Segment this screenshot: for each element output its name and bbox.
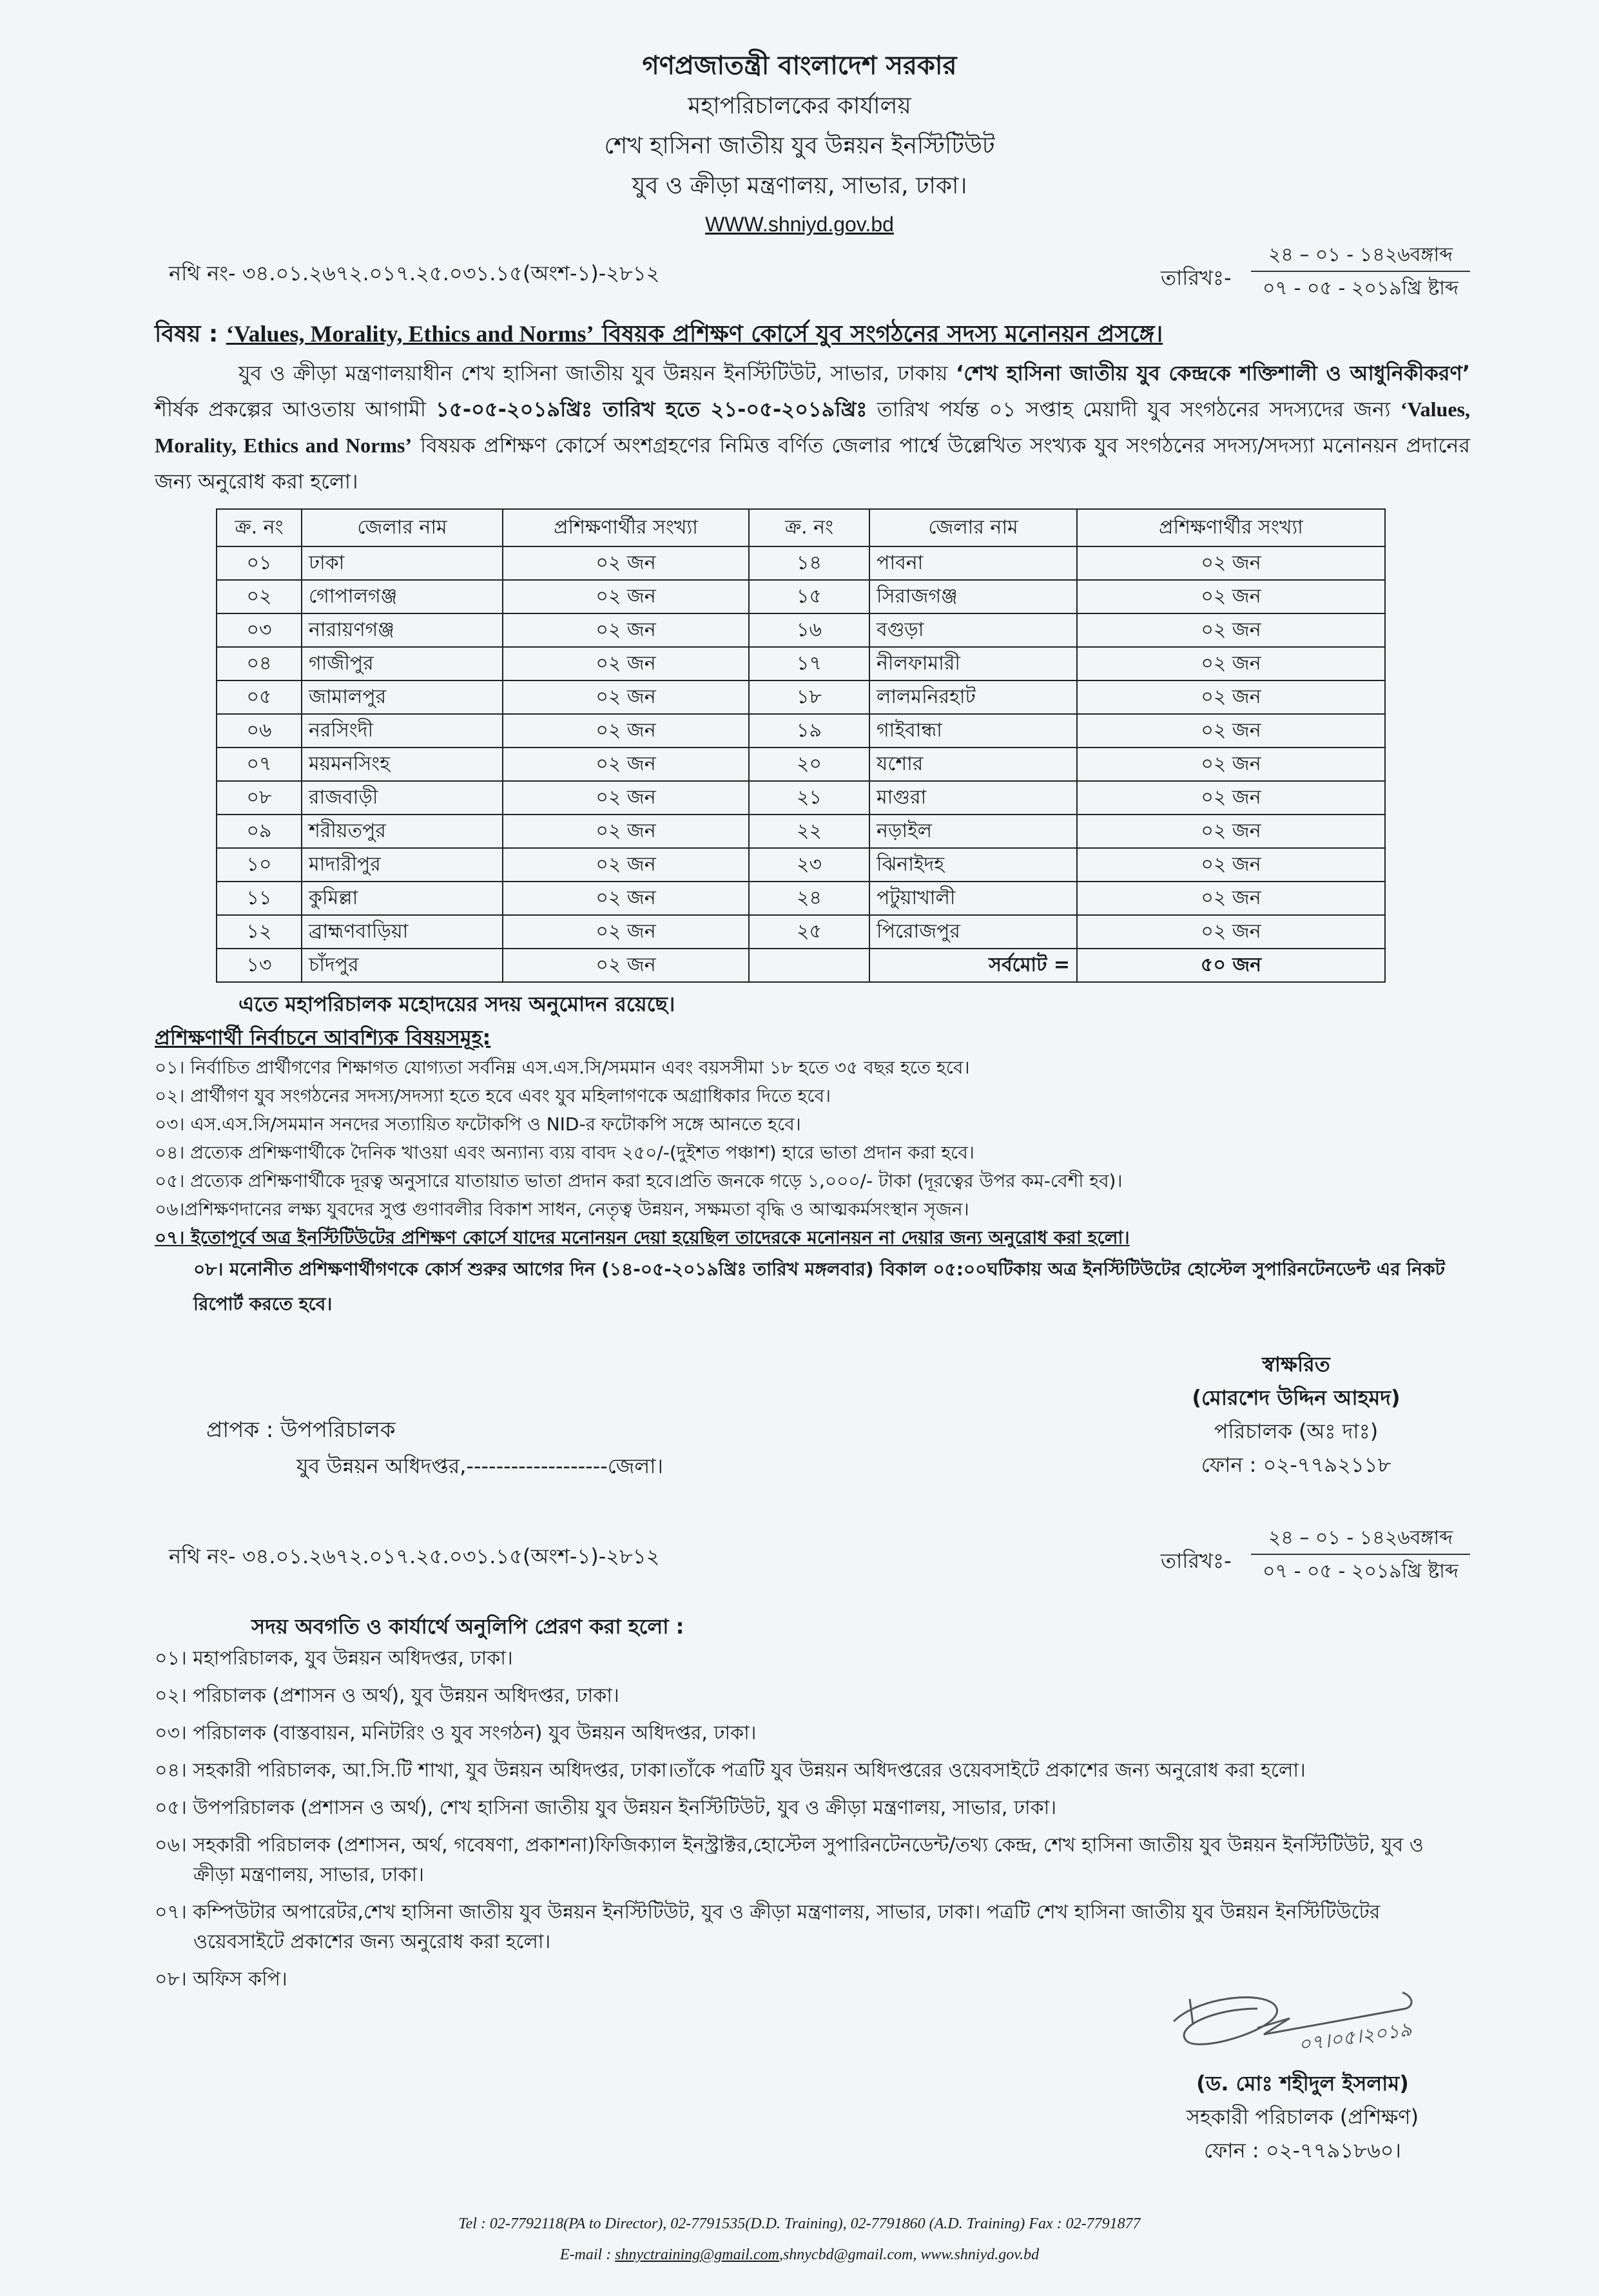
count-cell: ০২ জন: [1077, 748, 1385, 781]
district-cell: ব্রাহ্মণবাড়িয়া: [302, 915, 503, 949]
serial-cell: ২০: [749, 748, 869, 781]
body-text-2: শীর্ষক প্রকল্পের আওতায় আগামী: [155, 397, 436, 421]
count-cell: ০২ জন: [503, 915, 749, 949]
serial-cell: ১১: [217, 882, 302, 915]
copy-item: ০৮। অফিস কপি।: [155, 1968, 287, 1991]
total-value: ৫০ জন: [1077, 949, 1385, 982]
requirements-list: [155, 1054, 1470, 1322]
website-link[interactable]: WWW.shniyd.gov.bd: [705, 213, 894, 236]
count-cell: ০২ জন: [503, 815, 749, 848]
memo-row: [155, 242, 1470, 307]
serial-cell: ০৩: [217, 613, 302, 647]
count-cell: ০২ জন: [503, 613, 749, 647]
count-cell: ০২ জন: [503, 580, 749, 613]
memo-number-copy: নথি নং- ৩৪.০১.২৬৭২.০১৭.২৫.০৩১.১৫(অংশ-১)-২৮১২: [169, 1544, 660, 1568]
serial-cell: ০৫: [217, 680, 302, 714]
district-cell: পাবনা: [869, 546, 1077, 580]
district-cell: কুমিল্লা: [302, 882, 503, 915]
table-header-row: [217, 509, 1385, 546]
total-label: সর্বমোট =: [869, 949, 1077, 982]
ministry-address: যুব ও ক্রীড়া মন্ত্রণালয়, সাভার, ঢাকা।: [632, 173, 967, 199]
copies-list: [155, 1644, 1470, 1994]
col-header-serial: ক্র. নং: [749, 509, 869, 546]
table-row: [217, 815, 1385, 848]
signed-label: স্বাক্ষরিত: [1262, 1352, 1330, 1376]
copies-heading: সদয় অবগতি ও কার্যার্থে অনুলিপি প্রেরণ করা হলো :: [251, 1614, 684, 1639]
district-cell: নীলফামারী: [869, 647, 1077, 680]
serial-cell: ০৭: [217, 748, 302, 781]
requirement-item: ০৫। প্রত্যেক প্রশিক্ষণার্থীকে দূরত্ব অনুসারে যাতায়াত ভাতা প্রদান করা হবে।প্রতি জনকে গড়ে ১,০০০/- টাকা (দূরত্বের উপর কম-বেশী হব)।: [155, 1170, 1123, 1191]
copy-item: ০২। পরিচালক (প্রশাসন ও অর্থ), যুব উন্নয়ন অধিদপ্তর, ঢাকা।: [155, 1684, 619, 1707]
col-header-district: জেলার নাম: [869, 509, 1077, 546]
date-gregorian: ০৭ - ০৫ - ২০১৯খ্রি ষ্টাব্দ: [1263, 277, 1458, 300]
district-cell: পিরোজপুর: [869, 915, 1077, 949]
count-cell: ০২ জন: [1077, 546, 1385, 580]
district-cell: ঝিনাইদহ: [869, 848, 1077, 882]
serial-cell: ১৭: [749, 647, 869, 680]
empty-cell: [749, 949, 869, 982]
district-cell: গাজীপুর: [302, 647, 503, 680]
signatory-designation: সহকারী পরিচালক (প্রশিক্ষণ): [1186, 2105, 1419, 2129]
serial-cell: ১৬: [749, 613, 869, 647]
serial-cell: ১৫: [749, 580, 869, 613]
memo-number: নথি নং- ৩৪.০১.২৬৭২.০১৭.২৫.০৩১.১৫(অংশ-১)-২৮১২: [169, 261, 660, 285]
project-name: ‘শেখ হাসিনা জাতীয় যুব কেন্দ্রকে শক্তিশালী ও আধুনিকীকরণ’: [956, 361, 1470, 385]
district-cell: ঢাকা: [302, 546, 503, 580]
recipient-office: যুব উন্নয়ন অধিদপ্তর,-------------------জেলা।: [296, 1454, 663, 1478]
signatory-name: (ড. মোঃ শহীদুল ইসলাম): [1196, 2071, 1409, 2096]
footer-email: [0, 2239, 1599, 2270]
date-bangla: ২৪ – ০১ - ১৪২৬বঙ্গাব্দ: [1251, 242, 1470, 272]
table-row: [217, 680, 1385, 714]
serial-cell: ০৮: [217, 781, 302, 815]
district-cell: রাজবাড়ী: [302, 781, 503, 815]
requirement-item: ০৩। এস.এস.সি/সমমান সনদের সত্যায়িত ফটোকপি ও NID-র ফটোকপি সঙ্গে আনতে হবে।: [155, 1114, 801, 1135]
table-row: [217, 647, 1385, 680]
email-rest: ,shnycbd@gmail.com, www.shniyd.gov.bd: [779, 2246, 1040, 2263]
date-label: তারিখঃ-: [1161, 1548, 1232, 1573]
signatory-designation: পরিচালক (অঃ দাঃ): [1214, 1419, 1379, 1443]
table-row: [217, 748, 1385, 781]
copy-item: ০৩। পরিচালক (বাস্তবায়ন, মনিটরিং ও যুব সংগঠন) যুব উন্নয়ন অধিদপ্তর, ঢাকা।: [155, 1722, 757, 1744]
count-cell: ০২ জন: [503, 848, 749, 882]
handwritten-date: ০৭।০৫।২০১৯: [1296, 2018, 1413, 2057]
count-cell: ০২ জন: [1077, 580, 1385, 613]
district-cell: বগুড়া: [869, 613, 1077, 647]
count-cell: ০২ জন: [503, 882, 749, 915]
serial-cell: ২৫: [749, 915, 869, 949]
subject-text: বিষয়ক প্রশিক্ষণ কোর্সে যুব সংগঠনের সদস্য মনোনয়ন প্রসঙ্গে।: [594, 321, 1163, 347]
email-link[interactable]: shnyctraining@gmail.com: [615, 2246, 779, 2263]
institute-name: শেখ হাসিনা জাতীয় যুব উন্নয়ন ইনস্টিটিউট: [604, 133, 995, 159]
col-header-district: জেলার নাম: [302, 509, 503, 546]
copy-item: ০৬। সহকারী পরিচালক (প্রশাসন, অর্থ, গবেষণা, প্রকাশনা)ফিজিক্যাল ইনস্ট্রাক্টর,হোস্টেল সুপারিনটেনডেন্ট/তথ্য কেন্দ্র, শেখ হাসিনা জাতীয় যুব উন্নয়ন ইনস্টিটিউট, যুব ও ক্রীড়া মন্ত্রণালয়, সাভার, ঢাকা।: [155, 1834, 1424, 1886]
district-cell: গোপালগঞ্জ: [302, 580, 503, 613]
district-cell: শরীয়তপুর: [302, 815, 503, 848]
signatory-block-assistant-director: [1135, 2067, 1470, 2167]
count-cell: ০২ জন: [503, 546, 749, 580]
requirement-item: ০৮। মনোনীত প্রশিক্ষণার্থীগণকে কোর্স শুরুর আগের দিন (১৪-০৫-২০১৯খ্রিঃ তারিখ মঙ্গলবার) বিকাল ০৫:০০ঘটিকায় অত্র ইনস্টিটিউটের হোস্টেল সুপারিনটেনডেন্ট এর নিকট রিপোর্ট করতে হবে।: [193, 1259, 1445, 1315]
table-row-total: [217, 949, 1385, 982]
col-header-serial: ক্র. নং: [217, 509, 302, 546]
serial-cell: ২২: [749, 815, 869, 848]
district-cell: লালমনিরহাট: [869, 680, 1077, 714]
serial-cell: ১৮: [749, 680, 869, 714]
district-cell: নারায়ণগঞ্জ: [302, 613, 503, 647]
requirement-item: ০২। প্রার্থীগণ যুব সংগঠনের সদস্য/সদস্যা হতে হবে এবং যুব মহিলাগণকে অগ্রাধিকার দিতে হবে।: [155, 1085, 831, 1106]
footer-contact: Tel : 02-7792118(PA to Director), 02-7791535(D.D. Training), 02-7791860 (A.D. Training) Fax : 02-7791877: [458, 2215, 1141, 2232]
requirement-item: ০৪। প্রত্যেক প্রশিক্ষণার্থীকে দৈনিক খাওয়া এবং অন্যান্য ব্যয় বাবদ ২৫০/-(দুইশত পঞ্চাশ) হারে ভাতা প্রদান করা হবে।: [155, 1142, 974, 1163]
serial-cell: ০৪: [217, 647, 302, 680]
district-cell: সিরাজগঞ্জ: [869, 580, 1077, 613]
count-cell: ০২ জন: [503, 714, 749, 748]
memo-date-copy: [1161, 1525, 1470, 1590]
district-cell: ময়মনসিংহ: [302, 748, 503, 781]
signatory-block-director: [1122, 1347, 1470, 1481]
district-cell: মাগুরা: [869, 781, 1077, 815]
requirement-item: ০১। নির্বাচিত প্রার্থীগণের শিক্ষাগত যোগ্যতা সর্বনিম্ন এস.এস.সি/সমমান এবং বয়সসীমা ১৮ হতে ৩৫ বছর হতে হবে।: [155, 1057, 970, 1078]
count-cell: ০২ জন: [503, 781, 749, 815]
serial-cell: ১৪: [749, 546, 869, 580]
count-cell: ০২ জন: [1077, 882, 1385, 915]
date-label: তারিখঃ-: [1161, 265, 1232, 290]
table-row: [217, 915, 1385, 949]
body-paragraph: [155, 355, 1470, 499]
memo-date: [1161, 242, 1470, 307]
district-cell: পটুয়াখালী: [869, 882, 1077, 915]
count-cell: ০২ জন: [1077, 714, 1385, 748]
signature-and-recipient: [155, 1347, 1470, 1515]
table-row: [217, 714, 1385, 748]
district-cell: চাঁদপুর: [302, 949, 503, 982]
footer: [0, 2208, 1599, 2270]
table-row: [217, 781, 1385, 815]
district-cell: জামালপুর: [302, 680, 503, 714]
copy-item: ০৭। কম্পিউটার অপারেটর,শেখ হাসিনা জাতীয় যুব উন্নয়ন ইনস্টিটিউট, যুব ও ক্রীড়া মন্ত্রণালয়, সাভার, ঢাকা। পত্রটি শেখ হাসিনা জাতীয় যুব উন্নয়ন ইনস্টিটিউটের ওয়েবসাইটে প্রকাশের জন্য অনুরোধ করা হলো।: [155, 1901, 1381, 1953]
count-cell: ০২ জন: [1077, 915, 1385, 949]
serial-cell: ২১: [749, 781, 869, 815]
count-cell: ০২ জন: [503, 647, 749, 680]
signatory-phone: ফোন : ০২-৭৭৯২১১৮: [1201, 1452, 1391, 1477]
office-title: মহাপরিচালকের কার্যালয়: [688, 93, 911, 119]
serial-cell: ১৯: [749, 714, 869, 748]
count-cell: ০২ জন: [1077, 848, 1385, 882]
table-row: [217, 546, 1385, 580]
district-cell: যশোর: [869, 748, 1077, 781]
district-cell: মাদারীপুর: [302, 848, 503, 882]
serial-cell: ০২: [217, 580, 302, 613]
count-cell: ০২ জন: [503, 949, 749, 982]
subject-label: বিষয় :: [155, 321, 226, 347]
serial-cell: ১৩: [217, 949, 302, 982]
serial-cell: ১০: [217, 848, 302, 882]
course-dates: ১৫-০৫-২০১৯খ্রিঃ তারিখ হতে ২১-০৫-২০১৯খ্রিঃ: [436, 397, 867, 421]
district-cell: নড়াইল: [869, 815, 1077, 848]
approval-note: এতে মহাপরিচালক মহোদয়ের সদয় অনুমোদন রয়েছে।: [238, 992, 675, 1016]
serial-cell: ২৩: [749, 848, 869, 882]
recipient-label: প্রাপক : উপপরিচালক: [206, 1417, 396, 1443]
count-cell: ০২ জন: [1077, 781, 1385, 815]
count-cell: ০২ জন: [1077, 613, 1385, 647]
count-cell: ০২ জন: [1077, 815, 1385, 848]
requirement-item: ০৬।প্রশিক্ষণদানের লক্ষ্য যুবদের সুপ্ত গুণাবলীর বিকাশ সাধন, নেতৃত্ব উন্নয়ন, সক্ষমতা বৃদ্ধি ও আত্মকর্মসংস্থান সৃজন।: [155, 1199, 969, 1220]
email-label: E-mail :: [559, 2246, 615, 2263]
date-bangla: ২৪ – ০১ - ১৪২৬বঙ্গাব্দ: [1251, 1525, 1470, 1555]
count-cell: ০২ জন: [503, 748, 749, 781]
body-course-name: ‘Values, Morality, Ethics and Norms’: [155, 398, 1470, 457]
body-text-1: যুব ও ক্রীড়া মন্ত্রণালয়াধীন শেখ হাসিনা জাতীয় যুব উন্নয়ন ইনস্টিটিউট, সাভার, ঢাকায়: [238, 361, 956, 385]
district-quota-table: [216, 508, 1386, 983]
date-gregorian: ০৭ - ০৫ - ২০১৯খ্রি ষ্টাব্দ: [1263, 1560, 1458, 1583]
copy-item: ০১। মহাপরিচালক, যুব উন্নয়ন অধিদপ্তর, ঢাকা।: [155, 1647, 513, 1670]
copy-item: ০৫। উপপরিচালক (প্রশাসন ও অর্থ), শেখ হাসিনা জাতীয় যুব উন্নয়ন ইনস্টিটিউট, যুব ও ক্রীড়া মন্ত্রণালয়, সাভার, ঢাকা।: [155, 1797, 1057, 1819]
copy-item: ০৪। সহকারী পরিচালক, আ.সি.টি শাখা, যুব উন্নয়ন অধিদপ্তর, ঢাকা।তাঁকে পত্রটি যুব উন্নয়ন অধিদপ্তরের ওয়েবসাইটে প্রকাশের জন্য অনুরোধ করা হলো।: [155, 1759, 1306, 1782]
government-title: গণপ্রজাতন্ত্রী বাংলাদেশ সরকার: [642, 51, 957, 81]
assistant-director-signature-area: [155, 1983, 1470, 2189]
count-cell: ০২ জন: [1077, 680, 1385, 714]
serial-cell: ০৬: [217, 714, 302, 748]
col-header-count: প্রশিক্ষণার্থীর সংখ্যা: [503, 509, 749, 546]
serial-cell: ০১: [217, 546, 302, 580]
memo-row-copy: [155, 1525, 1470, 1590]
col-header-count: প্রশিক্ষণার্থীর সংখ্যা: [1077, 509, 1385, 546]
serial-cell: ২৪: [749, 882, 869, 915]
subject-line: [155, 316, 1470, 352]
serial-cell: ১২: [217, 915, 302, 949]
table-row: [217, 848, 1385, 882]
signatory-phone: ফোন : ০২-৭৭৯১৮৬০।: [1204, 2138, 1401, 2163]
subject-course-name: ‘Values, Morality, Ethics and Norms’: [226, 321, 594, 347]
signatory-name: (মোরশেদ উদ্দিন আহমদ): [1192, 1385, 1400, 1410]
body-text-4: বিষয়ক প্রশিক্ষণ কোর্সে অংশগ্রহণের নিমিত্ত বর্ণিত জেলার পার্শ্বে উল্লেখিত সংখ্যক যুব সংগঠনের সদস্য/সদস্যা মনোনয়ন প্রদানের জন্য অনুরোধ করা হলো।: [155, 433, 1471, 494]
requirements-heading: প্রশিক্ষণার্থী নির্বাচনে আবশ্যিক বিষয়সমূহ:: [155, 1025, 491, 1050]
body-text-3: তারিখ পর্যন্ত ০১ সপ্তাহ মেয়াদী যুব সংগঠনের সদস্যদের জন্য: [867, 397, 1400, 421]
table-row: [217, 613, 1385, 647]
district-cell: নরসিংদী: [302, 714, 503, 748]
district-cell: গাইবান্ধা: [869, 714, 1077, 748]
table-row: [217, 882, 1385, 915]
count-cell: ০২ জন: [1077, 647, 1385, 680]
count-cell: ০২ জন: [503, 680, 749, 714]
table-row: [217, 580, 1385, 613]
serial-cell: ০৯: [217, 815, 302, 848]
requirement-item: ০৭। ইতোপূর্বে অত্র ইনস্টিটিউটের প্রশিক্ষণ কোর্সে যাদের মনোনয়ন দেয়া হয়েছিল তাদেরকে মনোনয়ন না দেয়ার জন্য অনুরোধ করা হলো।: [155, 1227, 1130, 1248]
